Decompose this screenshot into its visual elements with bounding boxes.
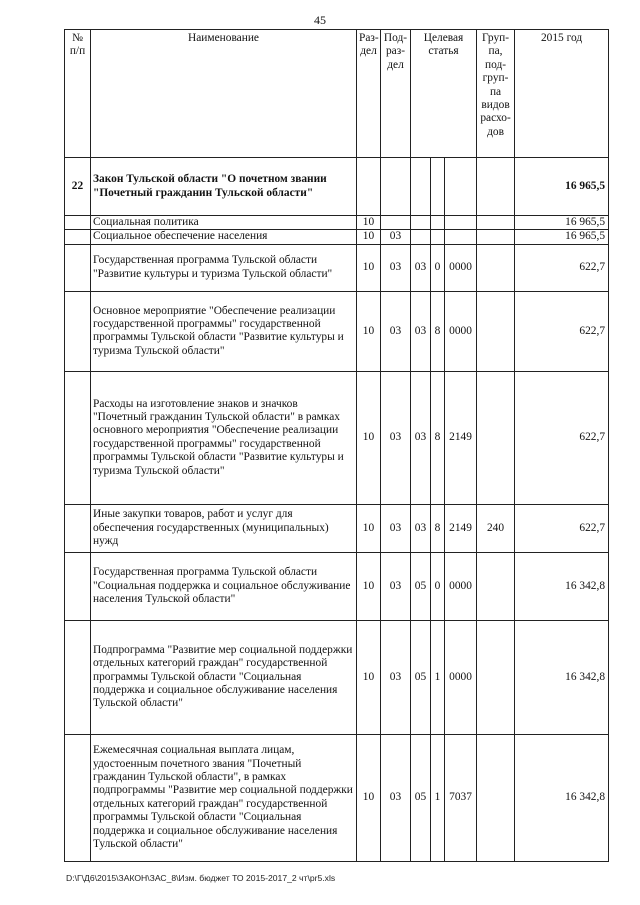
cell-razdel (357, 158, 381, 216)
cell-podrazdel: 03 (381, 734, 411, 861)
cell-name: Закон Тульской области "О почетном звании "Почетный гражданин Тульской области" (91, 158, 357, 216)
cell-num (65, 734, 91, 861)
cell-razdel: 10 (357, 230, 381, 244)
table-row (65, 371, 609, 504)
cell-num (65, 291, 91, 371)
table-row (65, 216, 609, 230)
table-row (65, 552, 609, 620)
cell-target-subprogram: 1 (431, 620, 445, 734)
cell-num: 22 (65, 158, 91, 216)
header-name: Наименование (91, 30, 357, 158)
cell-target-direction (445, 230, 477, 244)
table-row (65, 158, 609, 216)
table-row (65, 734, 609, 861)
header-num: № п/п (65, 30, 91, 158)
header-target: Целевая статья (411, 30, 477, 158)
cell-target-program: 03 (411, 244, 431, 291)
cell-expense-group (477, 620, 515, 734)
cell-target-direction: 2149 (445, 504, 477, 552)
cell-sum: 16 965,5 (515, 158, 609, 216)
cell-podrazdel: 03 (381, 620, 411, 734)
cell-razdel: 10 (357, 620, 381, 734)
table-row (65, 230, 609, 244)
cell-target-subprogram: 8 (431, 504, 445, 552)
cell-sum: 622,7 (515, 371, 609, 504)
cell-podrazdel: 03 (381, 291, 411, 371)
cell-target-direction: 0000 (445, 552, 477, 620)
cell-target-subprogram (431, 230, 445, 244)
cell-target-program: 03 (411, 371, 431, 504)
header-sum: 2015 год (515, 30, 609, 158)
cell-target-program: 05 (411, 620, 431, 734)
cell-razdel: 10 (357, 291, 381, 371)
cell-razdel: 10 (357, 371, 381, 504)
cell-name: Ежемесячная социальная выплата лицам, удостоенным почетного звания "Почетный гражданин Тульской области", в рамках подпрограммы "Развитие мер социальной поддержки отдельных категорий граждан" государственной программы Тульской области "Социальная поддержка и социальное обслуживание населения Тульской области" (91, 734, 357, 861)
cell-expense-group: 240 (477, 504, 515, 552)
cell-sum: 16 965,5 (515, 230, 609, 244)
cell-sum: 16 342,8 (515, 734, 609, 861)
cell-target-program: 03 (411, 291, 431, 371)
cell-expense-group (477, 552, 515, 620)
cell-num (65, 552, 91, 620)
cell-target-program: 05 (411, 734, 431, 861)
cell-num (65, 620, 91, 734)
cell-target-program (411, 216, 431, 230)
cell-target-subprogram: 8 (431, 291, 445, 371)
cell-target-direction: 0000 (445, 244, 477, 291)
cell-target-program (411, 230, 431, 244)
cell-target-program: 03 (411, 504, 431, 552)
cell-name: Государственная программа Тульской области "Развитие культуры и туризма Тульской области" (91, 244, 357, 291)
cell-target-program: 05 (411, 552, 431, 620)
cell-razdel: 10 (357, 244, 381, 291)
cell-expense-group (477, 291, 515, 371)
cell-target-direction: 7037 (445, 734, 477, 861)
cell-num (65, 216, 91, 230)
cell-target-direction (445, 158, 477, 216)
header-group: Груп-па, под-груп-па видов расхо-дов (477, 30, 515, 158)
cell-num (65, 504, 91, 552)
cell-podrazdel: 03 (381, 371, 411, 504)
budget-table (64, 29, 609, 862)
header-podrazdel: Под-раз-дел (381, 30, 411, 158)
cell-expense-group (477, 244, 515, 291)
cell-sum: 622,7 (515, 244, 609, 291)
table-row (65, 244, 609, 291)
cell-target-direction: 0000 (445, 620, 477, 734)
cell-sum: 16 342,8 (515, 552, 609, 620)
cell-name: Социальная политика (91, 216, 357, 230)
cell-target-subprogram: 0 (431, 552, 445, 620)
cell-podrazdel: 03 (381, 504, 411, 552)
cell-sum: 16 342,8 (515, 620, 609, 734)
cell-podrazdel (381, 216, 411, 230)
cell-target-subprogram: 8 (431, 371, 445, 504)
cell-num (65, 371, 91, 504)
table-row (65, 504, 609, 552)
cell-expense-group (477, 216, 515, 230)
header-razdel: Раз-дел (357, 30, 381, 158)
table-row (65, 291, 609, 371)
cell-razdel: 10 (357, 734, 381, 861)
cell-name: Подпрограмма "Развитие мер социальной поддержки отдельных категорий граждан" государственной программы Тульской области "Социальная поддержка и социальное обслуживание населения Тульской области" (91, 620, 357, 734)
cell-sum: 622,7 (515, 504, 609, 552)
cell-razdel: 10 (357, 216, 381, 230)
cell-podrazdel: 03 (381, 244, 411, 291)
cell-target-subprogram (431, 158, 445, 216)
cell-expense-group (477, 734, 515, 861)
page-number: 45 (314, 13, 326, 27)
cell-sum: 16 965,5 (515, 216, 609, 230)
cell-razdel: 10 (357, 504, 381, 552)
cell-podrazdel: 03 (381, 552, 411, 620)
cell-name: Основное мероприятие "Обеспечение реализации государственной программы" государственной программы Тульской области "Развитие культуры и туризма Тульской области" (91, 291, 357, 371)
cell-target-subprogram (431, 216, 445, 230)
cell-num (65, 230, 91, 244)
table-header-row (65, 30, 609, 158)
cell-expense-group (477, 230, 515, 244)
cell-podrazdel: 03 (381, 230, 411, 244)
cell-sum: 622,7 (515, 291, 609, 371)
cell-name: Социальное обеспечение населения (91, 230, 357, 244)
cell-expense-group (477, 371, 515, 504)
cell-target-direction (445, 216, 477, 230)
cell-name: Иные закупки товаров, работ и услуг для обеспечения государственных (муниципальных) нужд (91, 504, 357, 552)
cell-razdel: 10 (357, 552, 381, 620)
cell-target-subprogram: 0 (431, 244, 445, 291)
table-row (65, 620, 609, 734)
cell-target-subprogram: 1 (431, 734, 445, 861)
cell-target-direction: 2149 (445, 371, 477, 504)
cell-podrazdel (381, 158, 411, 216)
footer-file-path: D:\Г\Д6\2015\ЗАКОН\ЗАС_8\Изм. бюджет ТО 2015-2017_2 чт\pr5.xls (66, 873, 336, 883)
cell-expense-group (477, 158, 515, 216)
cell-target-direction: 0000 (445, 291, 477, 371)
cell-name: Государственная программа Тульской области "Социальная поддержка и социальное обслуживание населения Тульской области" (91, 552, 357, 620)
cell-num (65, 244, 91, 291)
cell-target-program (411, 158, 431, 216)
cell-name: Расходы на изготовление знаков и значков "Почетный гражданин Тульской области" в рамках основного мероприятия "Обеспечение реализации государственной программы" государственной программы Тульской области "Развитие культуры и туризма Тульской области" (91, 371, 357, 504)
